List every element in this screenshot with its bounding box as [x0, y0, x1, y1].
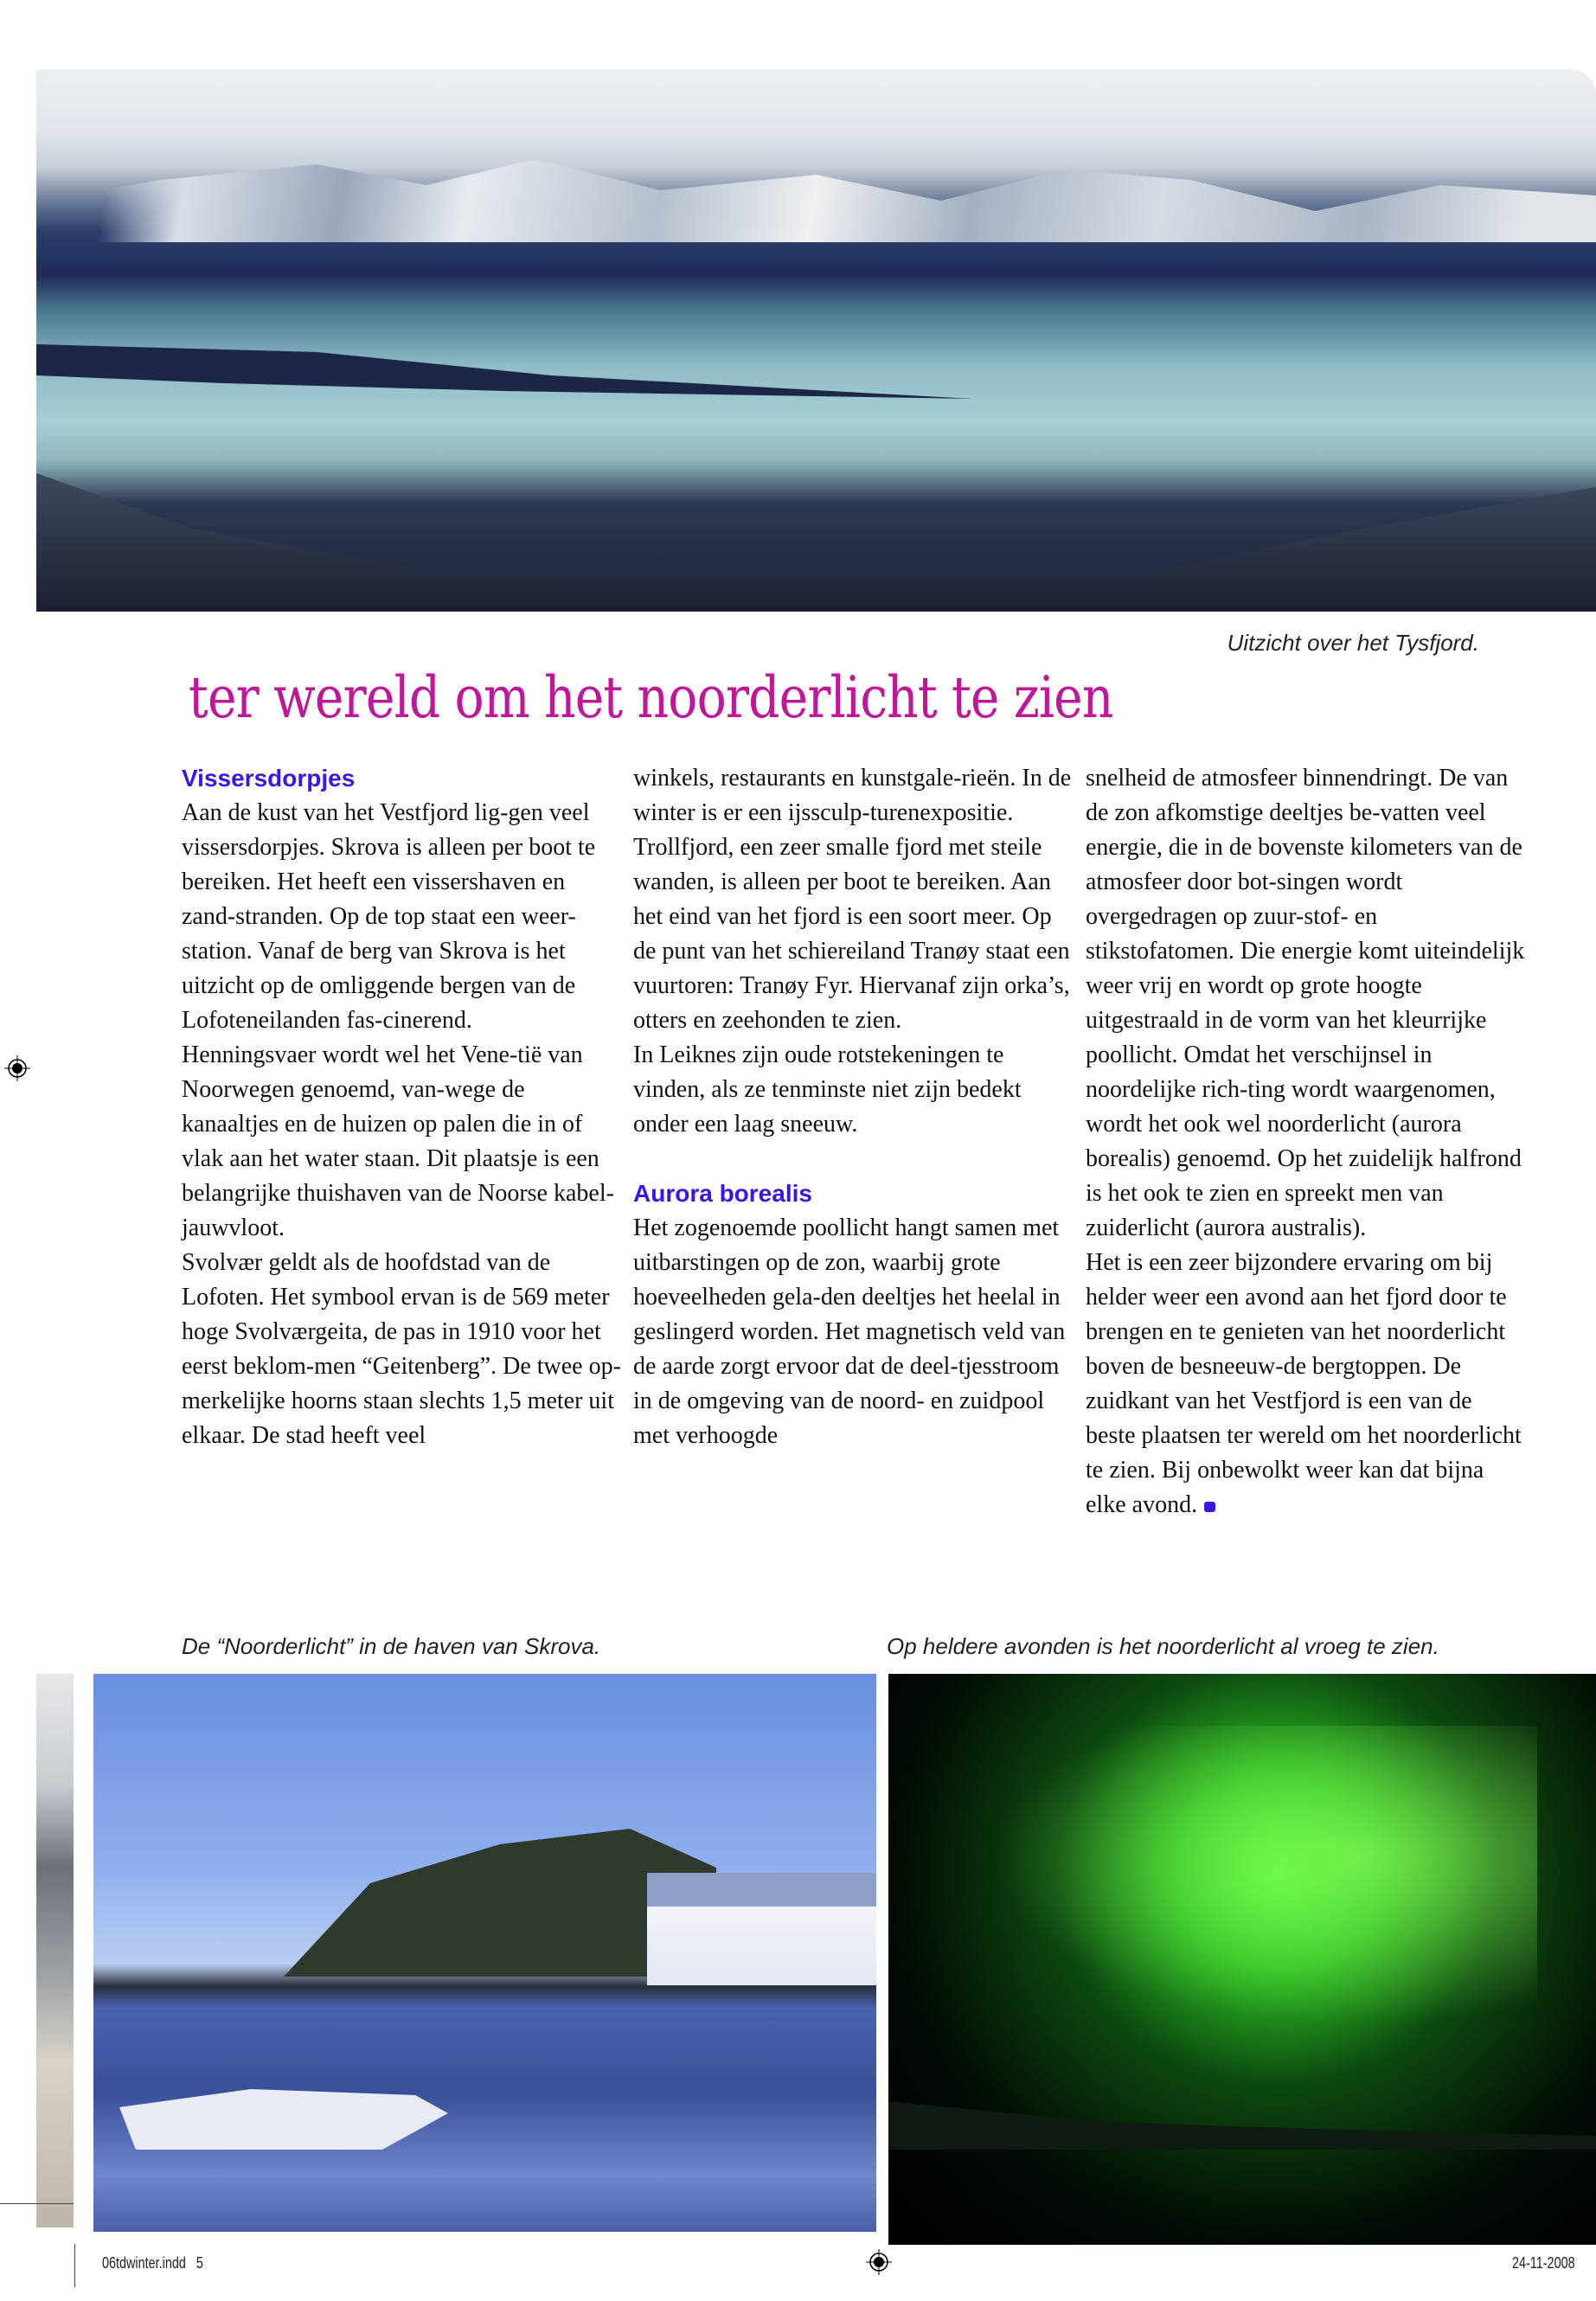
harbor-caption: De “Noorderlicht” in de haven van Skrova. [182, 1633, 601, 1659]
crop-mark [0, 2203, 74, 2204]
partial-photo-strip [36, 1674, 74, 2227]
paragraph: Het zogenoemde poollicht hangt samen met uitbarstingen op de zon, waarbij grote hoeveelheden gela-den deeltjes het heelal in geslingerd worden. Het magnetisch veld van de aarde zorgt ervoor dat de deel-tjesstroom in de omgeving van de noord- en zuidpool met verhoogde [633, 1215, 1066, 1449]
column-3 [1086, 761, 1527, 1522]
aurora-photo [888, 1674, 1596, 2245]
paragraph [1086, 1246, 1527, 1522]
paragraph: snelheid de atmosfeer binnendringt. De van de zon afkomstige deeltjes be-vatten veel energie, die in de bovenste kilometers van de atmosfeer door bot-singen wordt overgedragen op zuur-stof- en stikstofatomen. Die energie komt uiteindelijk weer vrij en wordt op grote hoogte uitgestraald in de vorm van het kleurrijke poollicht. Omdat het verschijnsel in noordelijke rich-ting wordt waargenomen, wordt het ook wel noorderlicht (aurora borealis) genoemd. Op het zuidelijk halfrond is het ook te zien en spreekt men van zuiderlicht (aurora australis). [1086, 765, 1525, 1241]
column-1 [182, 761, 623, 1453]
skrova-harbor-photo [93, 1674, 876, 2232]
paragraph: Svolvær geldt als de hoofdstad van de Lofoten. Het symbool ervan is de 569 meter hoge Svolværgeita, de pas in 1910 voor het eerst beklom-men “Geitenberg”. De twee op-merkelijke hoorns staan slechts 1,5 meter uit elkaar. De stad heeft veel [182, 1249, 621, 1449]
footer-date: 24-11-2008 [1512, 2254, 1575, 2272]
footer-file: 06tdwinter.indd 5 [102, 2254, 203, 2272]
column-2 [633, 761, 1074, 1453]
paragraph: In Leiknes zijn oude rotstekeningen te vinden, als ze tenminste niet zijn bedekt onder een laag sneeuw. [633, 1042, 1022, 1138]
section-heading-vissersdorpjes: Vissersdorpjes [182, 765, 356, 792]
registration-mark-icon [866, 2249, 892, 2275]
paragraph: winkels, restaurants en kunstgale-rieën. In de winter is er een ijssculp-turenexpositie. [633, 765, 1072, 826]
paragraph: Henningsvaer wordt wel het Vene-tië van Noorwegen genoemd, van-wege de kanaaltjes en de huizen op palen die in of vlak aan het water staan. Dit plaatsje is een belangrijke thuishaven van de Noorse kabel-jauwvloot. [182, 1042, 614, 1241]
paragraph: Aan de kust van het Vestfjord lig-gen veel vissersdorpjes. Skrova is alleen per boot te bereiken. Het heeft een vissershaven en zand-stranden. Op de top staat een weer-station. Vanaf de berg van Skrova is het uitzicht op de omliggende bergen van de Lofoteneilanden fas-cinerend. [182, 799, 596, 1034]
end-mark-icon [1204, 1502, 1215, 1512]
top-photo-caption: Uitzicht over het Tysfjord. [1227, 630, 1479, 656]
registration-mark-icon [4, 1055, 30, 1081]
paragraph-text: Het is een zeer bijzondere ervaring om bij helder weer een avond aan het fjord door te brengen en te genieten van het noorderlicht boven de besneeuw-de bergtoppen. De zuidkant van het Vestfjord is een van de beste plaatsen ter wereld om het noorderlicht te zien. Bij onbewolkt weer kan dat bijna elke avond. [1086, 1249, 1522, 1518]
page-title: ter wereld om het noorderlicht te zien [189, 664, 1113, 731]
paragraph: Trollfjord, een zeer smalle fjord met steile wanden, is alleen per boot te bereiken. Aan het eind van het fjord is een soort meer. Op de punt van het schiereiland Tranøy staat een vuurtoren: Tranøy Fyr. Hiervanaf zijn orka’s, otters en zeehonden te zien. [633, 834, 1070, 1034]
aurora-caption: Op heldere avonden is het noorderlicht al vroeg te zien. [887, 1633, 1439, 1659]
section-heading-aurora: Aurora borealis [633, 1180, 812, 1207]
tysfjord-photo [36, 69, 1596, 612]
crop-mark [74, 2244, 75, 2287]
